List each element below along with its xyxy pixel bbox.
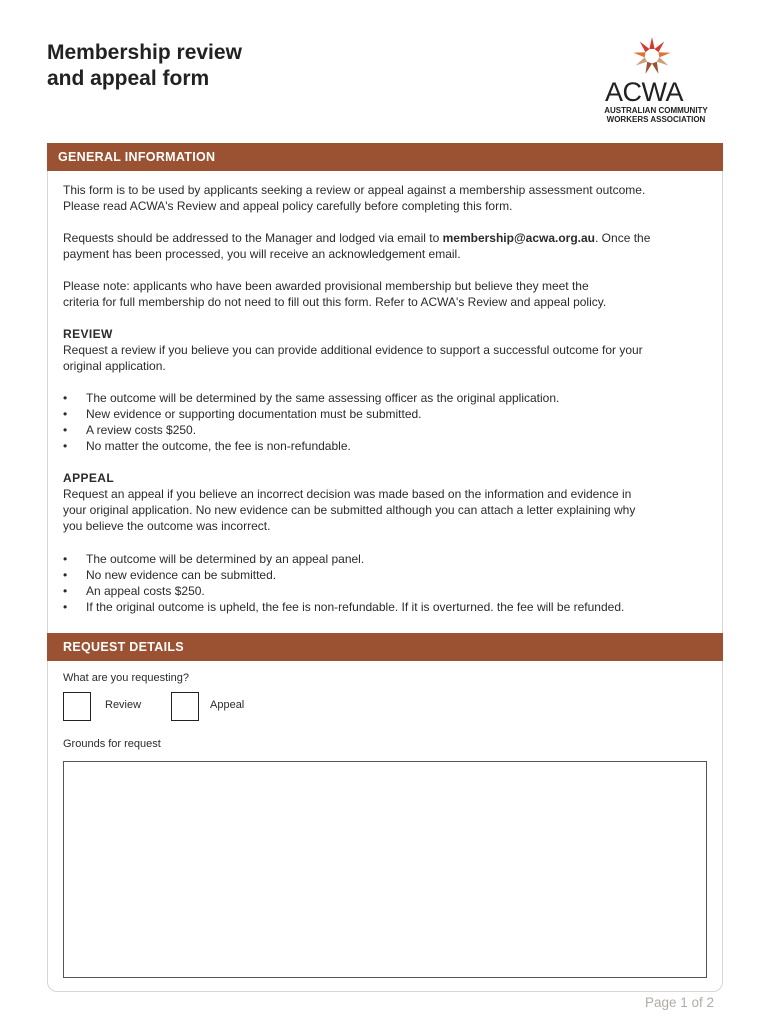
general-paragraph-3 [63, 278, 713, 310]
general-paragraph-1-line-2: Please read ACWA's Review and appeal policy carefully before completing this form. [63, 199, 513, 213]
review-bullet: • No matter the outcome, the fee is non-refundable. [63, 438, 713, 454]
membership-email-link[interactable]: membership@acwa.org.au [442, 231, 596, 245]
page-number: Page 1 of 2 [645, 995, 715, 1010]
form-title [47, 40, 242, 92]
general-paragraph-2-line-1 [63, 230, 713, 246]
review-checkbox[interactable] [63, 692, 91, 721]
appeal-bullet: • No new evidence can be submitted. [63, 567, 713, 583]
appeal-bullet: • An appeal costs $250. [63, 583, 713, 599]
appeal-section [63, 470, 713, 534]
starburst-logo-icon [632, 36, 672, 76]
review-section [63, 326, 713, 374]
general-paragraph-2-text-end: . Once the [595, 231, 651, 245]
general-information-heading: GENERAL INFORMATION [47, 143, 723, 171]
review-heading: REVIEW [63, 327, 113, 341]
appeal-bullet: • The outcome will be determined by an appeal panel. [63, 551, 713, 567]
general-paragraph-2-text: Requests should be addressed to the Manager and lodged via email to [63, 231, 443, 245]
review-description-line-1: Request a review if you believe you can provide additional evidence to support a successful outcome for your [63, 343, 643, 357]
appeal-checkbox[interactable] [171, 692, 199, 721]
review-description-line-2: original application. [63, 359, 166, 373]
appeal-description-line-2: your original application. No new evidence can be submitted although you can attach a letter explaining why [63, 503, 636, 517]
form-title-line-2: and appeal form [47, 67, 210, 90]
grounds-textarea[interactable] [63, 761, 707, 978]
logo-subtitle-line-2: WORKERS ASSOCIATION [606, 115, 706, 124]
acwa-logo [600, 36, 712, 124]
review-bullet: • The outcome will be determined by the same assessing officer as the original application. [63, 390, 713, 406]
appeal-description-line-3: you believe the outcome was incorrect. [63, 519, 271, 533]
request-question: What are you requesting? [63, 672, 189, 684]
form-title-line-1: Membership review [47, 41, 242, 64]
appeal-bullets [63, 551, 713, 615]
appeal-checkbox-label: Appeal [210, 699, 245, 711]
appeal-bullet: • If the original outcome is upheld, the fee is non-refundable. If it is overturned. the fee will be refunded. [63, 599, 713, 615]
general-paragraph-2-line-2: payment has been processed, you will receive an acknowledgement email. [63, 247, 461, 261]
general-information-body [63, 182, 713, 214]
general-paragraph-3-line-2: criteria for full membership do not need to fill out this form. Refer to ACWA's Review and appeal policy. [63, 295, 607, 309]
request-details-heading: REQUEST DETAILS [47, 633, 723, 661]
logo-subtitle-line-1: AUSTRALIAN COMMUNITY [604, 106, 708, 115]
grounds-label: Grounds for request [63, 738, 161, 750]
review-bullet: • New evidence or supporting documentation must be submitted. [63, 406, 713, 422]
general-paragraph-1-line-1: This form is to be used by applicants seeking a review or appeal against a membership assessment outcome. [63, 183, 646, 197]
review-bullet: • A review costs $250. [63, 422, 713, 438]
logo-wordmark: ACWA [605, 77, 683, 107]
general-paragraph-2 [63, 230, 713, 262]
review-checkbox-label: Review [105, 699, 142, 711]
review-bullets [63, 390, 713, 454]
appeal-description-line-1: Request an appeal if you believe an incorrect decision was made based on the information and evidence in [63, 487, 632, 501]
general-paragraph-3-line-1: Please note: applicants who have been awarded provisional membership but believe they meet the [63, 279, 589, 293]
appeal-heading: APPEAL [63, 471, 115, 485]
